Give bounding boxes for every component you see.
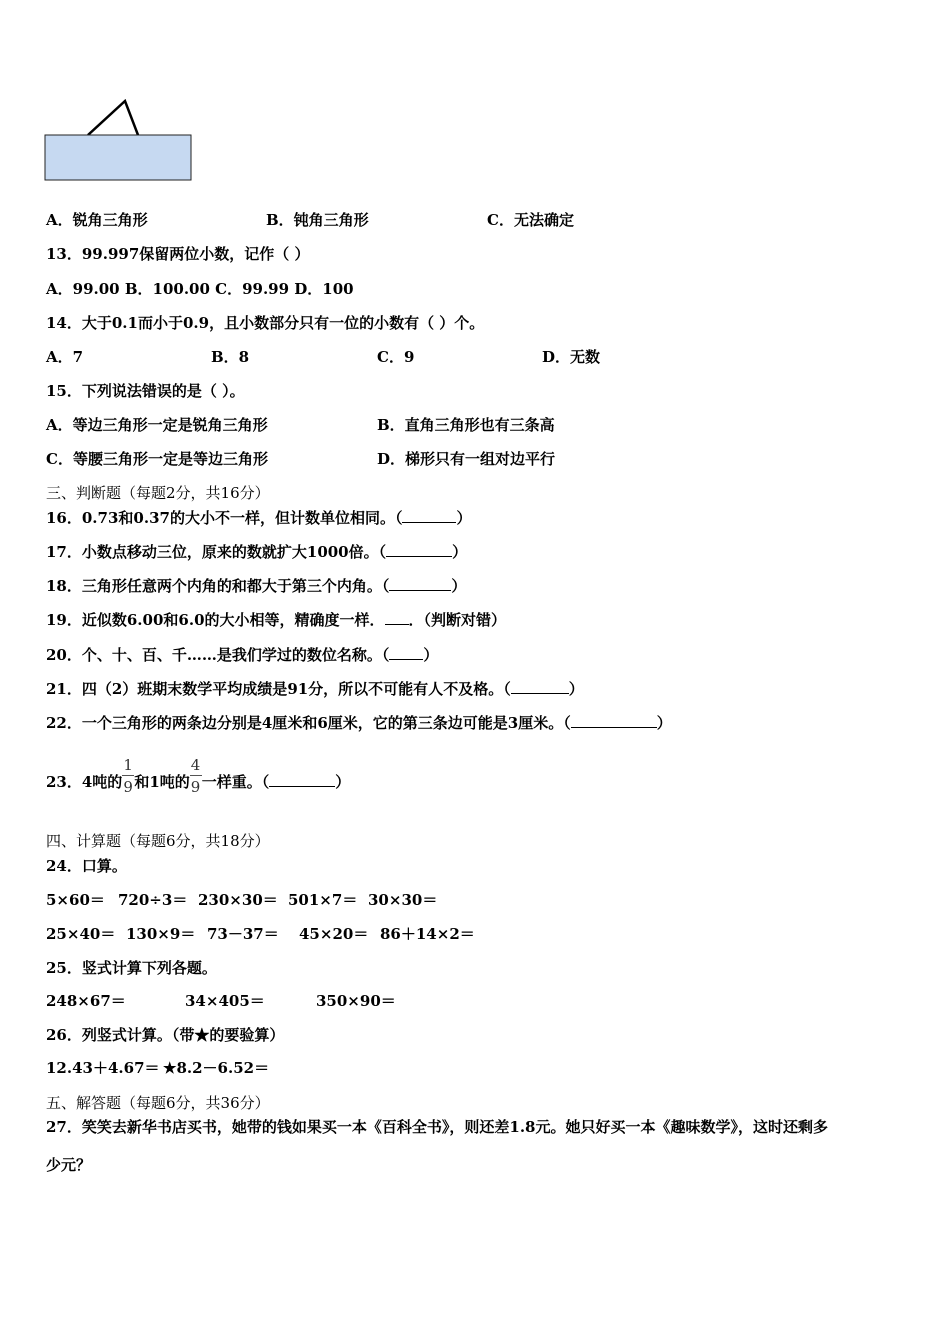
q17-text: 17．小数点移动三位，原来的数就扩大1000倍。（ [46, 543, 387, 561]
q12-option-a: A．锐角三角形 [46, 211, 148, 229]
close-paren: ） [423, 646, 439, 664]
q26-stem: 26．列竖式计算。（带★的要验算） [46, 1026, 285, 1044]
q16 [46, 508, 471, 528]
calc-item: 86＋14×2＝ [380, 925, 475, 943]
q19 [46, 610, 506, 630]
answer-blank[interactable] [386, 542, 452, 557]
calc-item: 25×40＝ [46, 925, 116, 943]
q27-line-2: 少元？ [46, 1156, 92, 1174]
q15-stem: 15．下列说法错误的是（ ）。 [46, 382, 245, 400]
q24-stem: 24．口算。 [46, 857, 127, 875]
calc-item: 350×90＝ [316, 992, 396, 1010]
q21 [46, 679, 584, 699]
q20 [46, 645, 438, 665]
answer-blank[interactable] [511, 679, 569, 694]
q25-stem: 25．竖式计算下列各题。 [46, 959, 217, 977]
q13-stem: 13．99.997保留两位小数，记作（ ） [46, 245, 310, 263]
close-paren: ） [452, 543, 468, 561]
q14-stem: 14．大于0.1而小于0.9，且小数部分只有一位的小数有（ ）个。 [46, 314, 485, 332]
calc-item: 73－37＝ [207, 925, 279, 943]
calc-item: 501×7＝ [288, 891, 358, 909]
answer-blank[interactable] [389, 645, 423, 660]
close-paren: ） [568, 680, 584, 698]
fraction-numerator: 4 [190, 756, 201, 774]
calc-item: 130×9＝ [126, 925, 196, 943]
close-paren: ） [656, 714, 672, 732]
q15-option-b: B．直角三角形也有三条高 [377, 416, 555, 434]
q18 [46, 576, 466, 596]
q14-option-b: B．8 [211, 348, 250, 366]
covering-rectangle [45, 135, 191, 180]
q14-option-d: D．无数 [542, 348, 601, 366]
answer-blank[interactable] [571, 713, 657, 728]
calc-item: 34×405＝ [185, 992, 265, 1010]
q15-option-d: D．梯形只有一组对边平行 [377, 450, 556, 468]
fraction-numerator: 1 [123, 756, 133, 774]
q14-option-c: C．9 [377, 348, 415, 366]
close-paren: ） [335, 773, 351, 791]
section-4-title: 四、计算题（每题6分，共18分） [46, 832, 270, 850]
q20-text: 20．个、十、百、千……是我们学过的数位名称。（ [46, 646, 390, 664]
q23-text-3: 一样重。（ [201, 773, 270, 791]
fraction-denominator: 9 [190, 778, 201, 796]
q18-text: 18．三角形任意两个内角的和都大于第三个内角。（ [46, 577, 390, 595]
q23-text-1: 23．4吨的 [46, 773, 123, 791]
close-paren: ） [451, 577, 467, 595]
calc-item: 12.43＋4.67＝ [46, 1059, 160, 1077]
q12-option-b: B．钝角三角形 [266, 211, 369, 229]
q22-text: 22．一个三角形的两条边分别是4厘米和6厘米，它的第三条边可能是3厘米。（ [46, 714, 571, 732]
section-3-title: 三、判断题（每题2分，共16分） [46, 484, 270, 502]
q23 [46, 756, 351, 796]
fraction-bar [190, 775, 202, 776]
fraction-denominator: 9 [123, 778, 133, 796]
calc-item: 720÷3＝ [118, 891, 188, 909]
calc-item: 248×67＝ [46, 992, 126, 1010]
q12-option-c: C．无法确定 [487, 211, 574, 229]
triangle-top [88, 101, 138, 135]
q22 [46, 713, 672, 733]
answer-blank[interactable] [385, 610, 409, 625]
q15-option-a: A．等边三角形一定是锐角三角形 [46, 416, 268, 434]
section-5-title: 五、解答题（每题6分，共36分） [46, 1094, 270, 1112]
q19-suffix: ．（判断对错） [408, 611, 507, 629]
answer-blank[interactable] [402, 508, 456, 523]
q21-text: 21．四（2）班期末数学平均成绩是91分，所以不可能有人不及格。（ [46, 680, 511, 698]
calc-item: 230×30＝ [198, 891, 278, 909]
q15-option-c: C．等腰三角形一定是等边三角形 [46, 450, 268, 468]
triangle-rectangle-figure [44, 98, 194, 182]
calc-item: 30×30＝ [368, 891, 438, 909]
calc-item: 45×20＝ [299, 925, 369, 943]
calc-item: 5×60＝ [46, 891, 105, 909]
q14-option-a: A．7 [46, 348, 84, 366]
q19-text: 19．近似数6.00和6.0的大小相等，精确度一样． [46, 611, 385, 629]
fraction-bar [122, 775, 134, 776]
q13-options: A．99.00 B．100.00 C．99.99 D．100 [46, 280, 354, 298]
close-paren: ） [456, 509, 472, 527]
calc-item: ★8.2－6.52＝ [163, 1059, 270, 1077]
q27-line-1: 27．笑笑去新华书店买书，她带的钱如果买一本《百科全书》，则还差1.8元。她只好买一本《趣味数学》，这时还剩多 [46, 1118, 828, 1136]
answer-blank[interactable] [389, 576, 451, 591]
q16-text: 16．0.73和0.37的大小不一样，但计数单位相同。（ [46, 509, 403, 527]
answer-blank[interactable] [269, 772, 335, 787]
q17 [46, 542, 467, 562]
q23-text-2: 和1吨的 [134, 773, 190, 791]
